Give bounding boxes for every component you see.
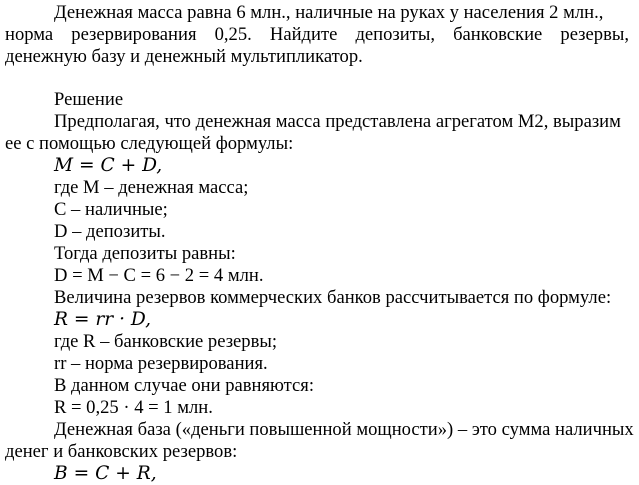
- base-intro-line-2: денег и банковских резервов:: [5, 441, 238, 462]
- where-c: C – наличные;: [54, 199, 168, 220]
- reserves-case: В данном случае они равняются:: [54, 375, 315, 396]
- reserves-intro: Величина резервов коммерческих банков рассчитывается по формуле:: [54, 287, 612, 308]
- problem-line-2: норма резервирования 0,25. Найдите депозиты, банковские резервы,: [5, 24, 629, 45]
- intro-line-2: ее с помощью следующей формулы:: [5, 133, 294, 154]
- problem-line-1: Денежная масса равна 6 млн., наличные на руках у населения 2 млн.,: [54, 2, 604, 23]
- where-d: D – депозиты.: [54, 221, 166, 242]
- deposits-calc: D = M − C = 6 − 2 = 4 млн.: [54, 265, 264, 286]
- formula-m2: M = C + D,: [54, 155, 163, 176]
- where-m: где M – денежная масса;: [54, 177, 249, 198]
- problem-line-3: денежную базу и денежный мультипликатор.: [5, 46, 363, 67]
- deposits-intro: Тогда депозиты равны:: [54, 243, 236, 264]
- reserves-calc: R = 0,25 · 4 = 1 млн.: [54, 397, 213, 418]
- where-rr: rr – норма резервирования.: [54, 353, 268, 374]
- where-r: где R – банковские резервы;: [54, 331, 278, 352]
- solution-heading: Решение: [54, 89, 124, 110]
- reserves-formula: R = rr · D,: [54, 309, 152, 330]
- base-formula: B = C + R,: [54, 463, 157, 484]
- intro-line-1: Предполагая, что денежная масса представлена агрегатом М2, выразим: [54, 111, 621, 132]
- base-intro-line-1: Денежная база («деньги повышенной мощности») – это сумма наличных: [54, 419, 634, 440]
